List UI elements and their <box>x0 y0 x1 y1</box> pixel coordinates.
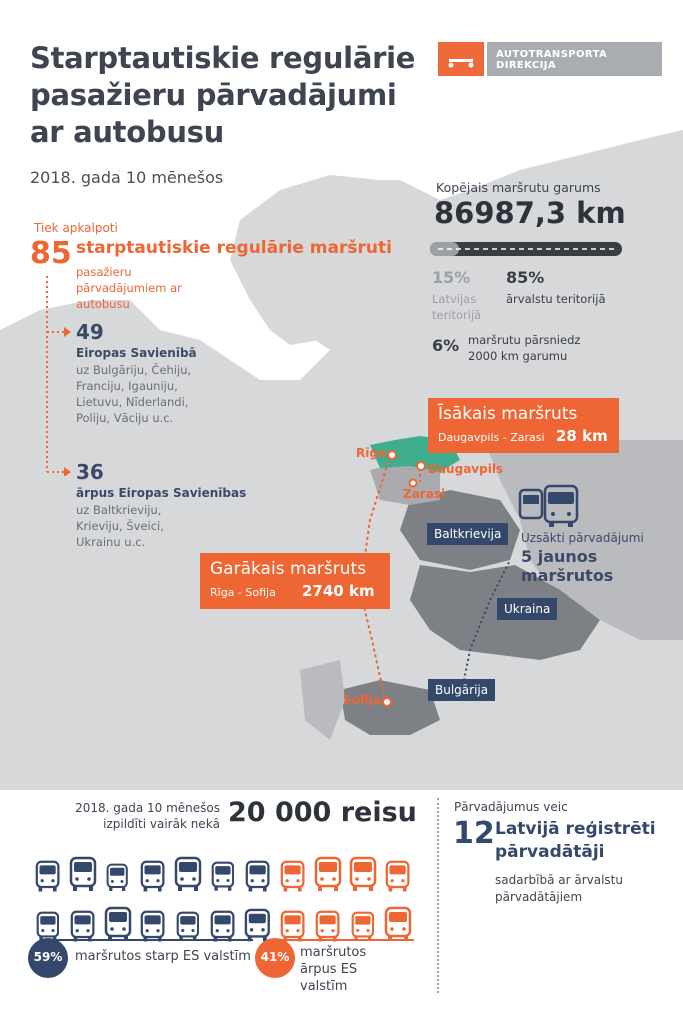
routes-intro: Tiek apkalpoti <box>34 221 118 235</box>
trips-line2: izpildīti vairāk nekā <box>103 817 220 831</box>
total-length-value: 86987,3 km <box>434 196 626 230</box>
new-routes-value: 5 jaunos maršrutos <box>521 547 614 585</box>
bus-icon <box>314 856 342 892</box>
shortest-route: Daugavpils - Zarasi <box>438 431 545 444</box>
logo-text: AUTOTRANSPORTA DIREKCIJA <box>487 42 662 76</box>
eu-trips-label: maršrutos starp ES valstīm <box>75 949 251 964</box>
latvia-pct: 15% <box>432 268 471 287</box>
page-subtitle: 2018. gada 10 mēnešos <box>30 168 224 187</box>
shortest-route-box <box>428 398 619 453</box>
routes-headline: starptautiskie regulārie maršruti <box>76 238 392 258</box>
non-eu-label: ārpus Eiropas Savienības <box>76 486 247 500</box>
marker-riga <box>388 451 396 459</box>
bus-icon <box>35 860 60 892</box>
bus-grid <box>30 842 415 942</box>
bus-icon <box>385 860 410 892</box>
marker-zarasi <box>410 480 417 487</box>
bus-icon <box>106 863 128 892</box>
over-label: maršrutu pārsniedz 2000 km garumu <box>468 333 581 363</box>
bus-icon <box>211 861 235 892</box>
routes-count: 85 <box>30 236 72 271</box>
longest-title: Garākais maršruts <box>210 559 367 579</box>
bus-icon <box>69 856 97 892</box>
bus-icon <box>140 860 165 892</box>
carriers-sub: sadarbībā ar ārvalstu pārvadātājiem <box>495 873 623 904</box>
shortest-title: Īsākais maršruts <box>438 404 578 424</box>
box-bulgaria: Bulgārija <box>428 679 495 701</box>
routes-sub: pasažieru pārvadājumiem ar autobusu <box>76 265 182 311</box>
longest-route-box <box>200 553 390 609</box>
total-length-label: Kopējais maršrutu garums <box>436 180 601 195</box>
length-split-bar <box>430 242 622 256</box>
foreign-pct: 85% <box>506 268 545 287</box>
over-pct: 6% <box>432 336 460 355</box>
marker-sofija <box>383 698 391 706</box>
new-routes-label: Uzsākti pārvadājumi <box>521 531 644 545</box>
carriers-count: 12 <box>453 816 495 851</box>
eu-label: Eiropas Savienībā <box>76 346 197 360</box>
carriers-label: Latvijā reģistrēti pārvadātāji <box>495 819 656 862</box>
carriers-intro: Pārvadājumus veic <box>454 800 568 814</box>
bus-icon <box>245 860 270 892</box>
box-ukraine: Ukraina <box>497 598 557 620</box>
eu-detail: uz Bulgāriju, Čehiju, Franciju, Igauniju, Lietuvu, Nīderlandi, Poliju, Vāciju u.c. <box>76 363 192 425</box>
non-eu-pct: 41% <box>260 950 290 964</box>
non-eu-trips-label: maršrutos ārpus ES valstīm <box>300 945 367 994</box>
section-divider <box>437 798 439 993</box>
longest-route: Rīga - Sofija <box>210 586 276 599</box>
marker-daugavpils <box>417 462 425 470</box>
routes-connector <box>40 276 80 476</box>
non-eu-detail: uz Baltkrieviju, Krieviju, Šveici, Ukrainu u.c. <box>76 503 164 549</box>
foreign-label: ārvalstu teritorijā <box>506 292 606 306</box>
bus-icon <box>174 856 202 892</box>
label-zarasi: Zarasi <box>403 487 446 501</box>
trips-value: 20 000 reisu <box>228 797 417 828</box>
bus-logo-icon <box>438 42 484 76</box>
trips-text <box>68 800 220 832</box>
page-title: Starptautiskie regulārie pasažieru pārvadājumi ar autobusu <box>30 41 416 149</box>
label-sofija: Sofija <box>343 693 381 707</box>
label-riga: Rīga <box>356 446 387 460</box>
trips-line1: 2018. gada 10 mēnešos <box>75 801 220 815</box>
box-belarus: Baltkrievija <box>427 523 508 545</box>
latvia-label: Latvijas teritorijā <box>432 292 482 322</box>
shortest-km: 28 km <box>556 427 608 445</box>
label-daugavpils: Daugavpils <box>428 462 504 476</box>
logo-mark <box>438 42 484 76</box>
longest-km: 2740 km <box>302 582 375 600</box>
non-eu-count: 36 <box>76 460 104 484</box>
eu-pct: 59% <box>33 950 63 964</box>
buses-icon <box>517 484 583 530</box>
bus-icon <box>280 860 305 892</box>
length-bar-latvia <box>430 242 459 256</box>
bus-icon <box>349 856 377 892</box>
eu-count: 49 <box>76 320 104 344</box>
